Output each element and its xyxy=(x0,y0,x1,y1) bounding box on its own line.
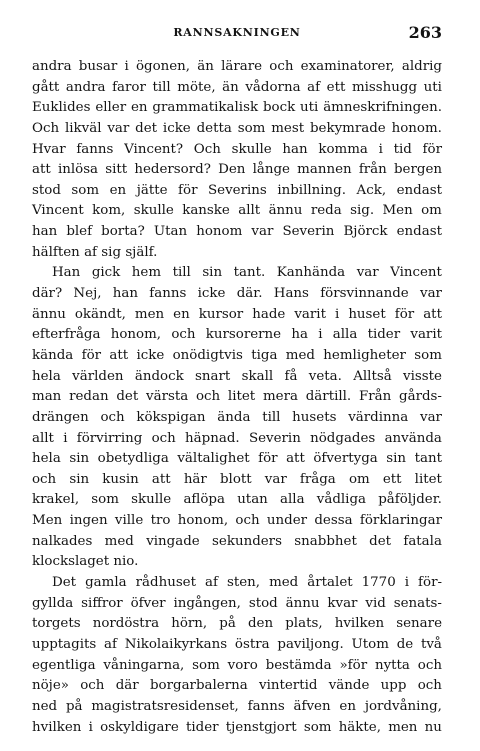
text-line: ännu okändt, men en kursor hade varit i huset för att xyxy=(32,306,442,322)
body-text xyxy=(32,57,442,738)
text-line: där? Nej, han fanns icke där. Hans försvinnande var xyxy=(32,286,442,302)
text-line: nalkades med vingade sekunders snabbhet det fatala xyxy=(32,533,442,549)
text-line: kända för att icke onödigtvis tiga med hemligheter som xyxy=(32,347,442,363)
text-line: Vincent kom, skulle kanske allt ännu reda sig. Men om xyxy=(32,203,442,219)
running-head: RANNSAKNINGEN xyxy=(173,26,301,39)
text-line: gyllda siffror öfver ingången, stod ännu kvar vid senats- xyxy=(32,595,442,611)
text-line: Och likväl var det icke detta som mest bekymrade honom. xyxy=(32,120,442,136)
text-line: hela sin obetydliga vältalighet för att öfvertyga sin tant xyxy=(32,451,442,467)
text-line: allt i förvirring och häpnad. Severin nödgades använda xyxy=(32,430,442,446)
text-line: Euklides eller en grammatikalisk bock uti ämneskrifningen. xyxy=(32,100,442,116)
text-line: och sin kusin att här blott var fråga om ett litet xyxy=(32,471,442,487)
text-line: Men ingen ville tro honom, och under dessa förklaringar xyxy=(32,513,442,529)
text-line: nöje» och där borgarbalerna vintertid vände upp och xyxy=(32,678,442,694)
text-line: Han gick hem till sin tant. Kanhända var Vincent xyxy=(52,265,442,281)
text-line: krakel, som skulle aflöpa utan alla vådliga påföljder. xyxy=(32,492,442,508)
text-line: Det gamla rådhuset af sten, med årtalet 1770 i för- xyxy=(52,575,442,591)
text-line: hvilken i oskyldigare tider tjenstgjort som häkte, men nu xyxy=(32,719,442,735)
text-line: andra busar i ögonen, än lärare och examinatorer, aldrig xyxy=(32,59,442,74)
text-line: efterfråga honom, och kursorerne ha i alla tider varit xyxy=(32,327,442,343)
text-line: upptagits af Nikolaikyrkans östra paviljong. Utom de två xyxy=(32,636,442,652)
paragraph xyxy=(32,57,442,263)
text-line: drängen och kökspigan ända till husets värdinna var xyxy=(32,409,442,425)
paragraph xyxy=(32,573,442,738)
text-line: han blef borta? Utan honom var Severin Björck endast xyxy=(32,224,442,240)
text-line: egentliga våningarna, som voro bestämda »för nytta och xyxy=(32,657,442,673)
text-line: stod som en jätte för Severins inbillning. Ack, endast xyxy=(32,182,442,198)
text-line: man redan det värsta och litet mera därtill. Från gårds- xyxy=(32,389,442,405)
text-line: hälften af sig själf. xyxy=(32,244,158,260)
text-line: hela världen ändock snart skall få veta. Alltså visste xyxy=(32,368,442,384)
page-number: 263 xyxy=(408,23,442,42)
text-line: att inlösa sitt hedersord? Den långe mannen från bergen xyxy=(32,162,442,178)
text-line: Hvar fanns Vincent? Och skulle han komma i tid för xyxy=(32,141,442,157)
text-line: klockslaget nio. xyxy=(32,554,139,570)
text-line: gått andra faror till möte, än vådorna af ett misshugg uti xyxy=(32,79,442,95)
text-line: ned på magistratsresidenset, fanns äfven en jordvåning, xyxy=(32,698,442,714)
page-header xyxy=(32,23,442,48)
text-line: torgets nordöstra hörn, på den plats, hvilken senare xyxy=(32,616,442,632)
paragraph xyxy=(32,263,442,573)
